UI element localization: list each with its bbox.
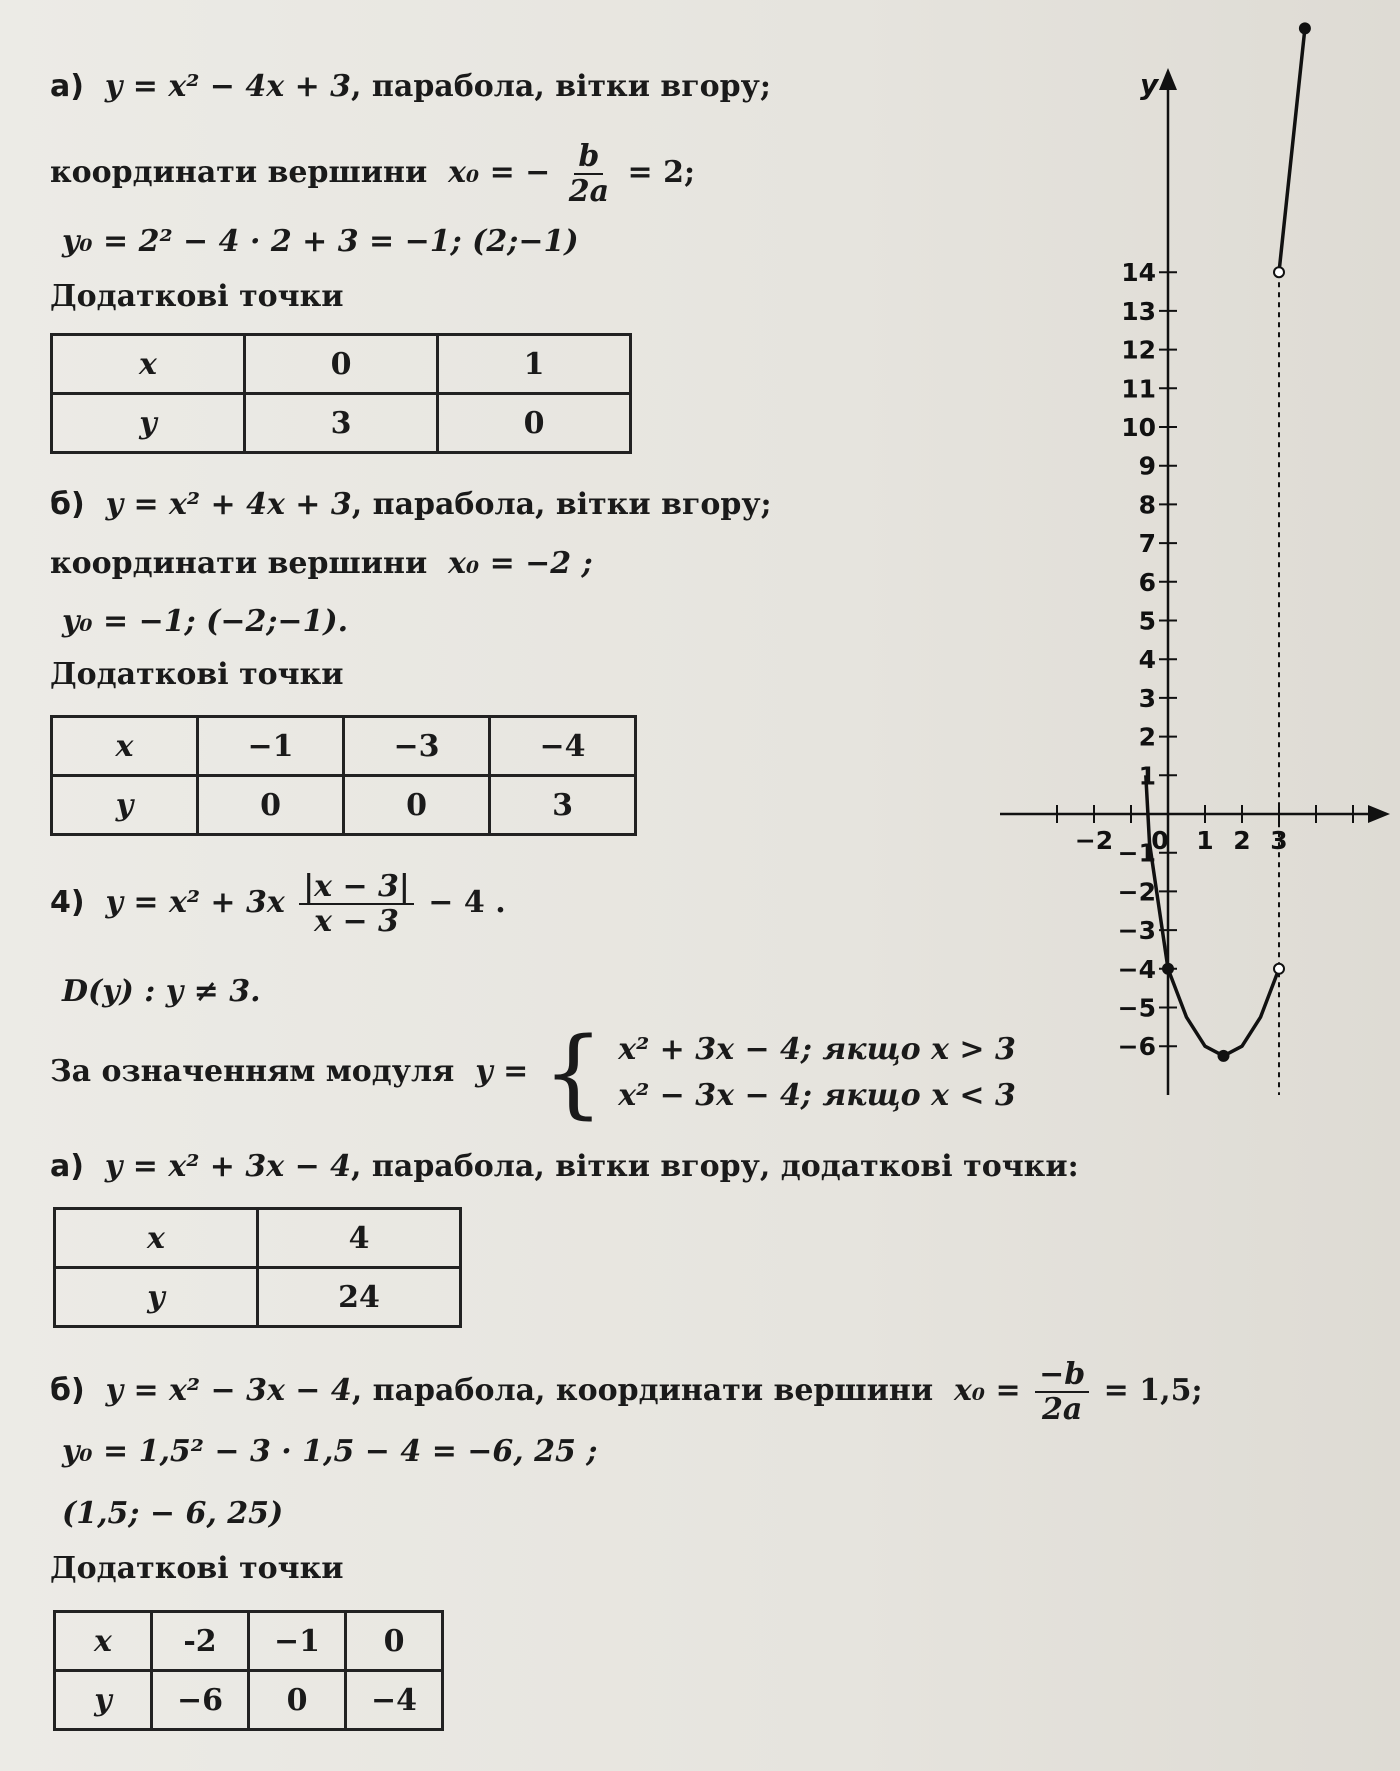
part-b1-x0: x₀ = −2 ; bbox=[448, 546, 593, 581]
table-header-y: y bbox=[55, 1671, 152, 1730]
part-b2-label: б) bbox=[50, 1373, 85, 1408]
part4-case-2: x² − 3x − 4; якщо x < 3 bbox=[618, 1078, 1016, 1113]
table-header-x: x bbox=[55, 1209, 258, 1268]
part-a1-formula: y = x² − 4x + 3 bbox=[104, 69, 352, 104]
table-cell: 4 bbox=[258, 1209, 461, 1268]
brace-icon: { bbox=[542, 1017, 604, 1129]
part4-rhs: − 4 . bbox=[428, 885, 506, 920]
y-tick-label: 10 bbox=[1121, 413, 1156, 442]
series-line-1 bbox=[1146, 775, 1279, 1056]
part-b1-desc: , парабола, вітки вгору; bbox=[351, 487, 772, 522]
table-cell: 0 bbox=[249, 1671, 346, 1730]
table-cell: −3 bbox=[344, 717, 490, 776]
part4-modulus-text: За означенням модуля bbox=[50, 1054, 455, 1089]
part4-frac-den: x − 3 bbox=[314, 904, 399, 939]
part4-frac-num: |x − 3| bbox=[299, 870, 414, 905]
part-a1-x0-den: 2a bbox=[568, 174, 610, 209]
y-tick-label: 4 bbox=[1138, 645, 1156, 675]
table-header-y: y bbox=[52, 394, 245, 453]
x-tick-label: 2 bbox=[1233, 826, 1251, 855]
table-header-x: x bbox=[52, 335, 245, 394]
part-b1-label: б) bbox=[50, 487, 85, 522]
axes bbox=[1000, 68, 1390, 1095]
y-tick-label: −6 bbox=[1117, 1032, 1156, 1062]
part-a1-x0-rhs: = 2; bbox=[627, 155, 696, 190]
part4-case-1: x² + 3x − 4; якщо x > 3 bbox=[618, 1031, 1016, 1067]
part-a1-desc: , парабола, вітки вгору; bbox=[351, 69, 771, 104]
tick-group bbox=[1057, 258, 1353, 1061]
y-tick-label: 1 bbox=[1138, 761, 1156, 791]
y-tick-label: −2 bbox=[1117, 877, 1156, 907]
table-cell: −4 bbox=[490, 717, 636, 776]
x-tick-label: 1 bbox=[1196, 826, 1214, 855]
y-tick-label: −4 bbox=[1117, 954, 1156, 984]
part-b2-vertex-point: (1,5; − 6, 25) bbox=[62, 1496, 284, 1531]
part-b2-formula: y = x² − 3x − 4 bbox=[105, 1373, 352, 1408]
y-tick-label: 14 bbox=[1121, 258, 1156, 288]
y-tick-label: 8 bbox=[1138, 490, 1156, 520]
y-tick-label: 7 bbox=[1138, 529, 1156, 559]
table-cell: -2 bbox=[152, 1612, 249, 1671]
table-cell: 0 bbox=[346, 1612, 443, 1671]
part-b2-extra-points: Додаткові точки bbox=[50, 1551, 344, 1586]
table-cell: 0 bbox=[198, 776, 344, 835]
data-point bbox=[1274, 267, 1284, 277]
data-point bbox=[1219, 1051, 1229, 1061]
y-tick-label: 5 bbox=[1138, 606, 1156, 636]
part-b2-desc: , парабола, координати вершини bbox=[351, 1373, 934, 1408]
x-tick-label: 0 bbox=[1151, 826, 1169, 855]
part4-label: 4) bbox=[50, 885, 85, 920]
table-cell: 3 bbox=[490, 776, 636, 835]
part-b1-formula: y = x² + 4x + 3 bbox=[105, 487, 352, 522]
y-axis-label: y bbox=[1140, 68, 1159, 101]
table-header-x: x bbox=[52, 717, 198, 776]
part-b2-y0: y₀ = 1,5² − 3 · 1,5 − 4 = −6, 25 ; bbox=[62, 1434, 598, 1469]
part-a2-formula: y = x² + 3x − 4 bbox=[104, 1149, 352, 1184]
data-point bbox=[1300, 23, 1310, 33]
data-point bbox=[1274, 964, 1284, 974]
x-axis-arrow-icon bbox=[1368, 805, 1390, 823]
table-cell: 0 bbox=[344, 776, 490, 835]
part4-modulus-y: y = bbox=[475, 1054, 529, 1089]
table-cell: −1 bbox=[249, 1612, 346, 1671]
table-cell: −4 bbox=[346, 1671, 443, 1730]
table-cell: 0 bbox=[245, 335, 438, 394]
y-tick-label: 2 bbox=[1138, 722, 1156, 752]
part-b2-x0-den: 2a bbox=[1042, 1392, 1083, 1427]
part-b1-y0: y₀ = −1; (−2;−1). bbox=[62, 604, 349, 639]
table-header-x: x bbox=[55, 1612, 152, 1671]
table-cell: −6 bbox=[152, 1671, 249, 1730]
data-point bbox=[1163, 964, 1173, 974]
part4-lhs: y = x² + 3x bbox=[105, 885, 285, 920]
part-a1-label: а) bbox=[50, 69, 84, 104]
part-a2-desc: , парабола, вітки вгору, додаткові точки: bbox=[351, 1149, 1079, 1184]
part-a2-label: а) bbox=[50, 1149, 84, 1184]
table-cell: 0 bbox=[438, 394, 631, 453]
part-b1-vertex-line: координати вершини bbox=[50, 546, 428, 581]
x-tick-label: −2 bbox=[1074, 826, 1114, 855]
part-a1-extra-points: Додаткові точки bbox=[50, 279, 344, 314]
part-b2-x0-num: −b bbox=[1035, 1358, 1089, 1393]
part-a1-vertex-prefix: координати вершини bbox=[50, 155, 428, 190]
series-line-2 bbox=[1279, 28, 1305, 272]
y-tick-label: 12 bbox=[1121, 335, 1156, 365]
y-axis-arrow-icon bbox=[1159, 68, 1177, 90]
table-header-y: y bbox=[52, 776, 198, 835]
part-b2-x0-rhs: = 1,5; bbox=[1103, 1373, 1203, 1408]
part4-domain: D(y) : y ≠ 3. bbox=[62, 974, 261, 1009]
table-cell: 24 bbox=[258, 1268, 461, 1327]
part-a1-x0-lhs: x₀ = − bbox=[448, 155, 551, 190]
y-tick-label: 9 bbox=[1138, 451, 1156, 481]
part-b1-extra-points: Додаткові точки bbox=[50, 657, 344, 692]
y-tick-label: 13 bbox=[1121, 296, 1156, 326]
y-tick-label: −1 bbox=[1117, 838, 1156, 868]
part-a1-x0-num: b bbox=[574, 140, 603, 175]
y-tick-label: 6 bbox=[1138, 567, 1156, 597]
y-tick-label: 3 bbox=[1138, 683, 1156, 713]
y-tick-label: 11 bbox=[1121, 374, 1156, 404]
y-tick-label: −5 bbox=[1117, 993, 1156, 1023]
x-tick-label: 3 bbox=[1270, 826, 1288, 855]
table-cell: −1 bbox=[198, 717, 344, 776]
table-cell: 1 bbox=[438, 335, 631, 394]
y-tick-label: −3 bbox=[1117, 916, 1156, 946]
part-a1-y0: y₀ = 2² − 4 · 2 + 3 = −1; (2;−1) bbox=[62, 224, 579, 259]
part-b2-x0-lhs: x₀ = bbox=[954, 1373, 1021, 1408]
table-cell: 3 bbox=[245, 394, 438, 453]
curve-group bbox=[1146, 23, 1310, 1095]
table-header-y: y bbox=[55, 1268, 258, 1327]
